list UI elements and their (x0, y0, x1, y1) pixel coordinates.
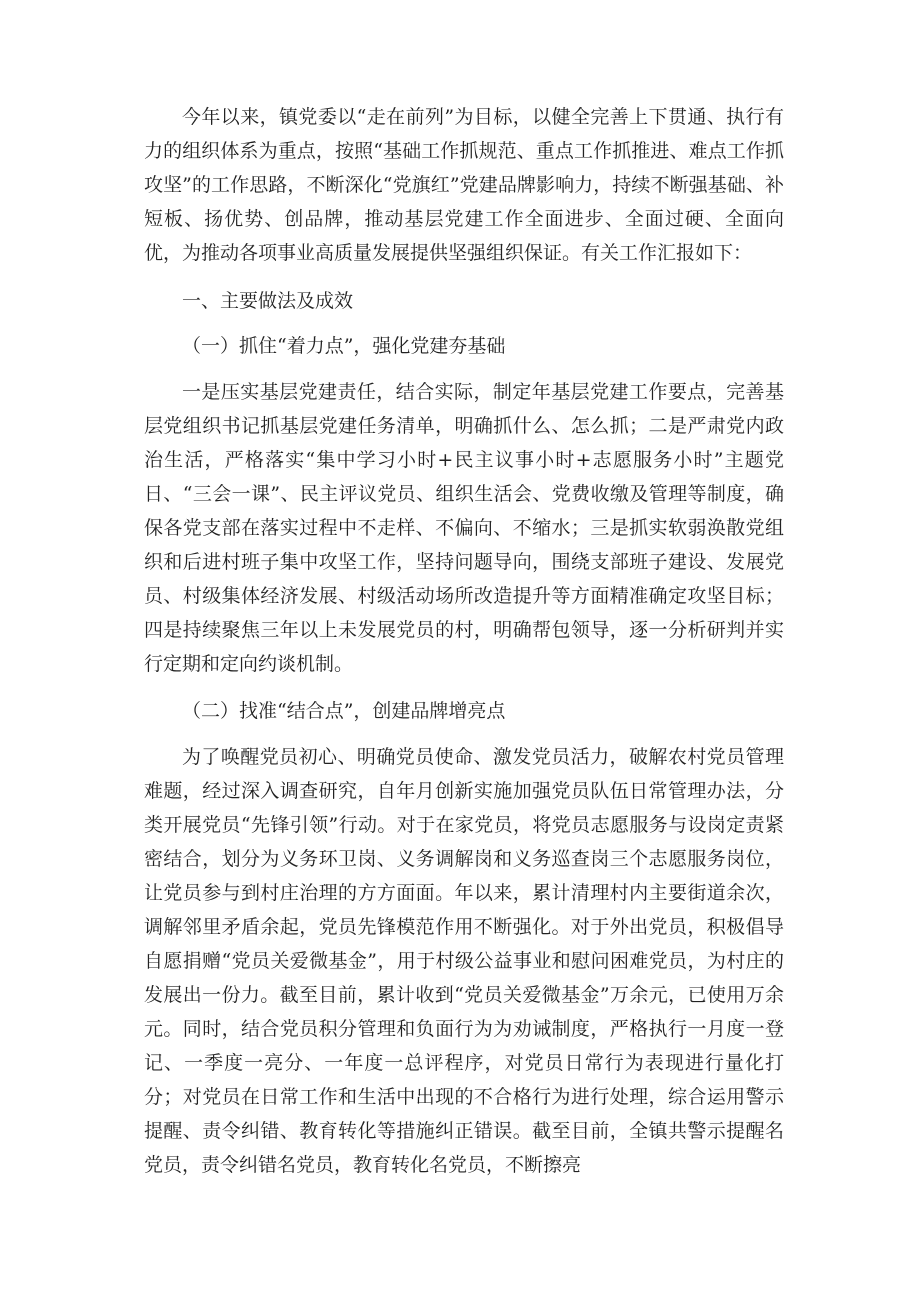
subsection-heading-combination-point: （二）找准“结合点”，创建品牌增亮点 (182, 700, 506, 722)
intro-paragraph: 今年以来，镇党委以“走在前列”为目标，以健全完善上下贯通、执行有力的组织体系为重点，按照“基础工作抓规范、重点工作抓推进、难点工作抓攻坚”的工作思路，不断深化“党旗红”党建品牌影响力，持续不断强基础、补短板、扬优势、创品牌，推动基层党建工作全面进步、全面过硬、全面向优，为推动各项事业高质量发展提供坚强组织保证。有关工作汇报如下： (144, 106, 784, 264)
subsection-heading-focus-point: （一）抓住“着力点”，强化党建夯基础 (182, 335, 506, 357)
section-heading-main-practices: 一、主要做法及成效 (182, 290, 354, 312)
document-body (144, 100, 784, 1182)
subsection-1-paragraph: 一是压实基层党建责任，结合实际，制定年基层党建工作要点，完善基层党组织书记抓基层党建任务清单，明确抓什么、怎么抓；二是严肃党内政治生活，严格落实“集中学习小时+民主议事小时+志愿服务小时”主题党日、“三会一课”、民主评议党员、组织生活会、党费收缴及管理等制度，确保各党支部在落实过程中不走样、不偏向、不缩水；三是抓实软弱涣散党组织和后进村班子集中攻坚工作，坚持问题导向，围绕支部班子建设、发展党员、村级集体经济发展、村级活动场所改造提升等方面精准确定攻坚目标；四是持续聚焦三年以上未发展党员的村，明确帮包领导，逐一分析研判并实行定期和定向约谈机制。 (144, 381, 784, 675)
subsection-2-paragraph: 为了唤醒党员初心、明确党员使命、激发党员活力，破解农村党员管理难题，经过深入调查研究，自年月创新实施加强党员队伍日常管理办法，分类开展党员“先锋引领”行动。对于在家党员，将党员志愿服务与设岗定责紧密结合，划分为义务环卫岗、义务调解岗和义务巡查岗三个志愿服务岗位，让党员参与到村庄治理的方方面面。年以来，累计清理村内主要街道余次，调解邻里矛盾余起，党员先锋模范作用不断强化。对于外出党员，积极倡导自愿捐赠“党员关爱微基金”，用于村级公益事业和慰问困难党员，为村庄的发展出一份力。截至目前，累计收到“党员关爱微基金”万余元，已使用万余元。同时，结合党员积分管理和负面行为为劝诫制度，严格执行一月度一登记、一季度一亮分、一年度一总评程序，对党员日常行为表现进行量化打分；对党员在日常工作和生活中出现的不合格行为进行处理，综合运用警示提醒、责令纠错、教育转化等措施纠正错误。截至目前，全镇共警示提醒名党员，责令纠错名党员，教育转化名党员，不断擦亮 (144, 746, 784, 1176)
